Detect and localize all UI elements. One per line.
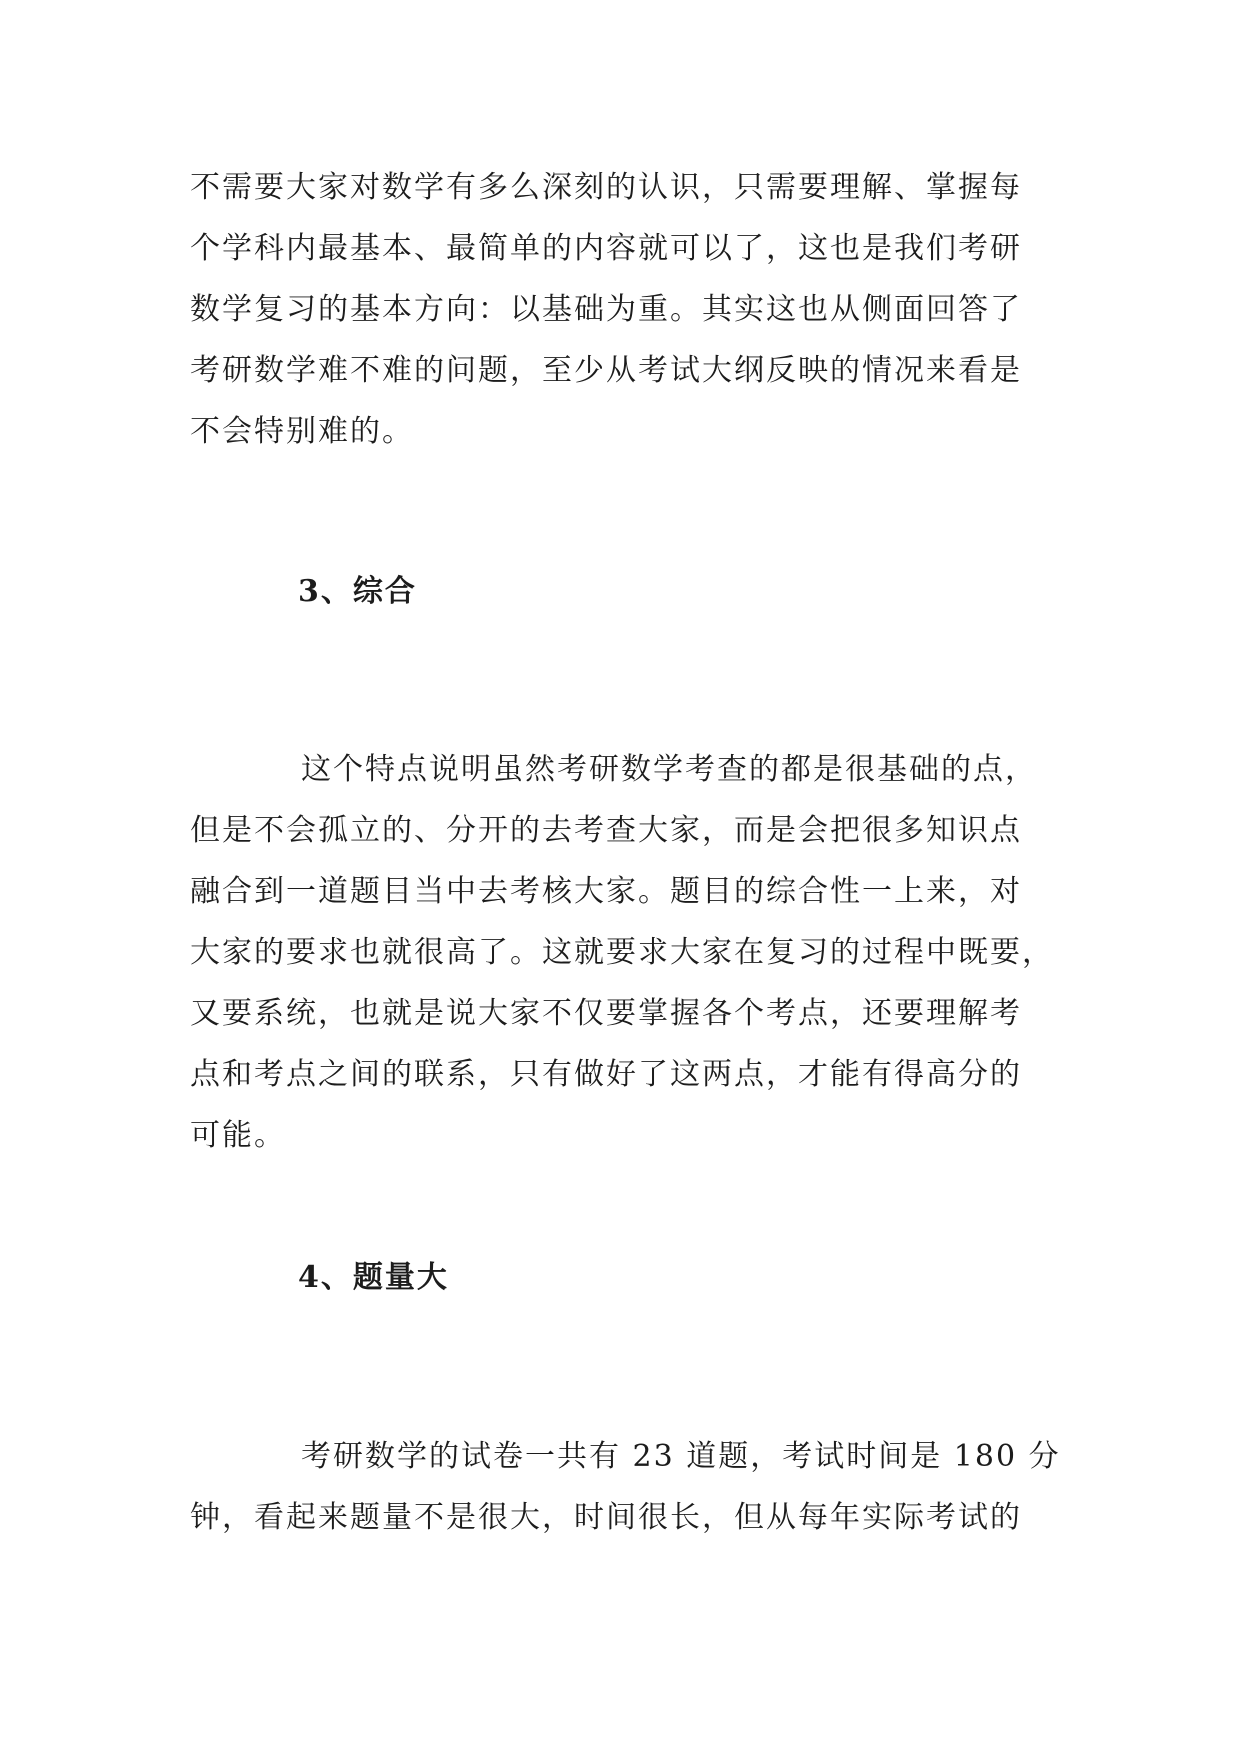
paragraph-line: 点和考点之间的联系，只有做好了这两点，才能有得高分的 bbox=[190, 1057, 1022, 1092]
paragraph-comprehensive bbox=[190, 739, 1060, 1166]
paragraph-line: 钟，看起来题量不是很大，时间很长，但从每年实际考试的 bbox=[190, 1500, 1022, 1535]
paragraph-large-volume bbox=[190, 1426, 1060, 1548]
paragraph-line: 大家的要求也就很高了。这就要求大家在复习的过程中既要， bbox=[190, 935, 1054, 970]
paragraph-line: 可能。 bbox=[190, 1118, 286, 1153]
paragraph-line: 数学复习的基本方向：以基础为重。其实这也从侧面回答了 bbox=[190, 292, 1022, 327]
paragraph-basics bbox=[190, 157, 1060, 462]
section-heading-large-volume: 4、题量大 bbox=[298, 1260, 449, 1295]
paragraph-line: 考研数学的试卷一共有 23 道题，考试时间是 180 分 bbox=[301, 1439, 1061, 1474]
paragraph-line: 考研数学难不难的问题，至少从考试大纲反映的情况来看是 bbox=[190, 353, 1022, 388]
paragraph-line: 个学科内最基本、最简单的内容就可以了，这也是我们考研 bbox=[190, 231, 1022, 266]
paragraph-line: 融合到一道题目当中去考核大家。题目的综合性一上来，对 bbox=[190, 874, 1022, 909]
paragraph-line: 这个特点说明虽然考研数学考查的都是很基础的点， bbox=[301, 752, 1037, 787]
paragraph-line: 但是不会孤立的、分开的去考查大家，而是会把很多知识点 bbox=[190, 813, 1022, 848]
section-heading-comprehensive: 3、综合 bbox=[298, 574, 417, 609]
paragraph-line: 不会特别难的。 bbox=[190, 414, 414, 449]
paragraph-line: 不需要大家对数学有多么深刻的认识，只需要理解、掌握每 bbox=[190, 170, 1022, 205]
paragraph-line: 又要系统，也就是说大家不仅要掌握各个考点，还要理解考 bbox=[190, 996, 1022, 1031]
